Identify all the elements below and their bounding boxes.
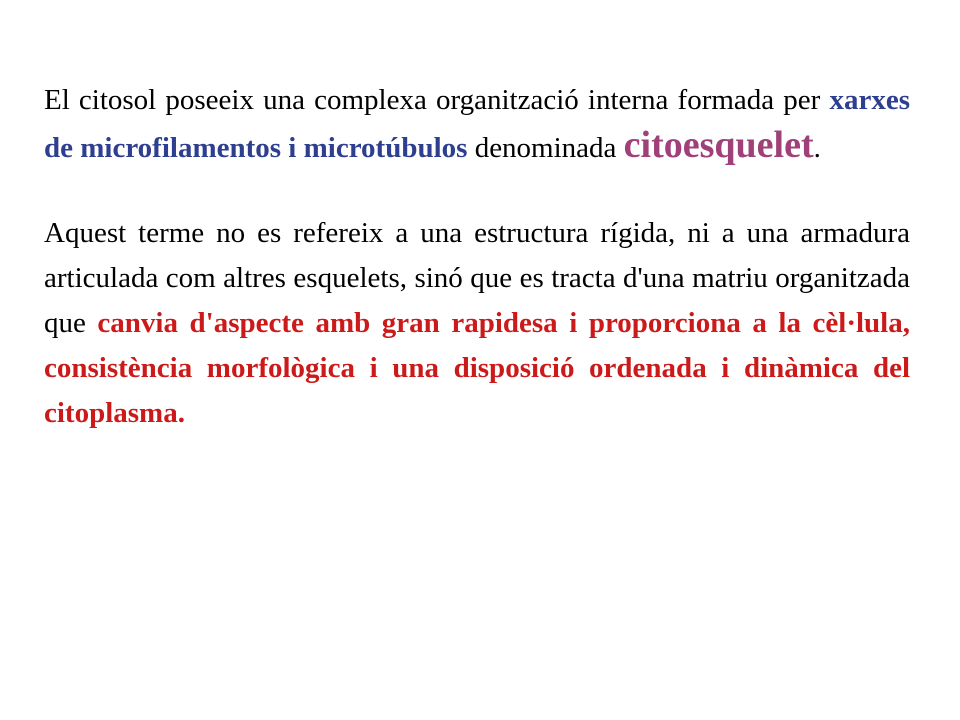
highlight-citoesquelet: citoesquelet [623, 124, 814, 166]
paragraph1-text-b: denominada [467, 132, 624, 164]
highlight-canvia-aspecte: canvia d'aspecte amb gran rapidesa i proporciona a la cèl·lula, consistència morfològica i una disposició ordenada i dinàmica del citoplasma. [44, 307, 910, 429]
paragraph-terme [44, 211, 910, 436]
paragraph1-text-a: El citosol poseeix una complexa organització interna formada per [44, 84, 830, 116]
paragraph-citosol [44, 78, 910, 171]
paragraph1-text-c: . [813, 132, 821, 164]
slide-content [44, 78, 910, 436]
highlight-microfilaments: xarxes de microfilamentos i microtúbulos [44, 84, 910, 164]
paragraph2-text-a: Aquest terme no es refereix a una estructura rígida, ni a una armadura articulada com altres esquelets, sinó que es tracta d'una matriu organitzada que [44, 217, 910, 339]
